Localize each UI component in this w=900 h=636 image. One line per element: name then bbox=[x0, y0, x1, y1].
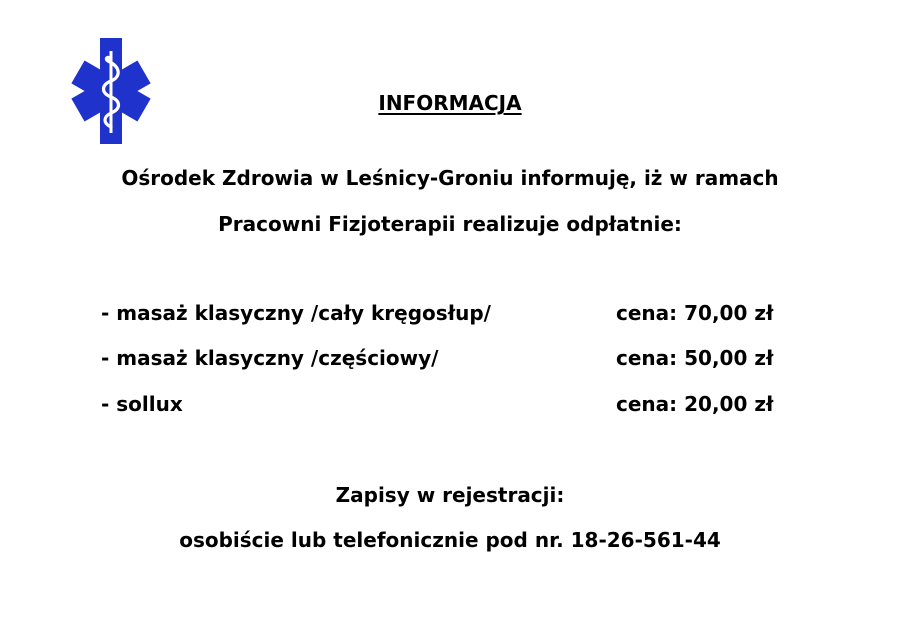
service-row bbox=[101, 299, 801, 327]
service-name: - masaż klasyczny /częściowy/ bbox=[101, 346, 439, 370]
registration-details: osobiście lub telefonicznie pod nr. 18-26-561-44 bbox=[179, 528, 721, 552]
service-row bbox=[101, 344, 801, 372]
registration-title: Zapisy w rejestracji: bbox=[335, 483, 565, 507]
service-name: - sollux bbox=[101, 392, 183, 416]
service-price: cena: 70,00 zł bbox=[616, 301, 774, 325]
service-row bbox=[101, 390, 801, 418]
service-price: cena: 50,00 zł bbox=[616, 346, 774, 370]
page-title: INFORMACJA bbox=[378, 91, 522, 115]
service-price: cena: 20,00 zł bbox=[616, 392, 774, 416]
intro-line-2: Pracowni Fizjoterapii realizuje odpłatnie: bbox=[218, 212, 682, 236]
service-name: - masaż klasyczny /cały kręgosłup/ bbox=[101, 301, 491, 325]
intro-line-1: Ośrodek Zdrowia w Leśnicy-Groniu informuję, iż w ramach bbox=[121, 166, 779, 190]
